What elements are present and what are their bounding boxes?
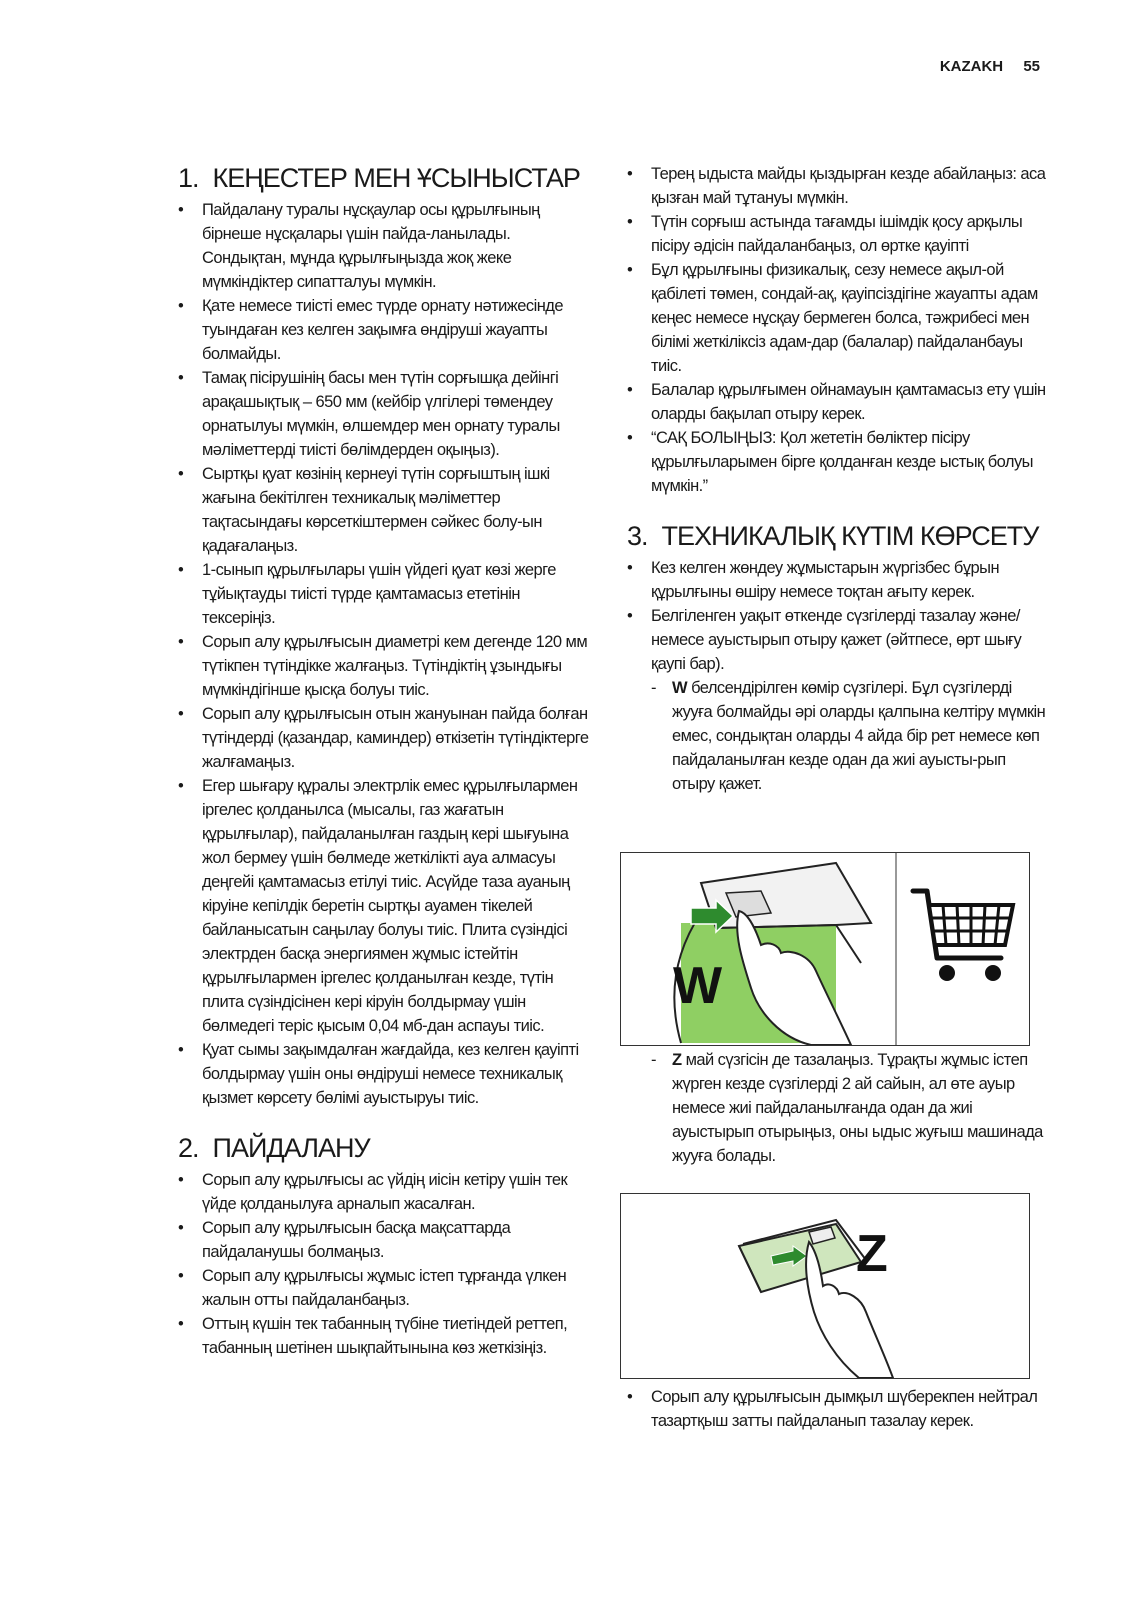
- section3-heading: [627, 520, 1052, 552]
- grease-filter-figure: [620, 1193, 1030, 1379]
- page-number: 55: [1023, 58, 1040, 75]
- list-item: • Сорып алу құрылғысы ас үйдің иісін кетіру үшін тек үйде қолданылуға арналып жасалған.: [178, 1168, 593, 1216]
- charcoal-filter-text: белсендірілген көмір сүзгілері. Бұл сүзгілерді жууға болмайды әрі оларды қалпына келтіру мүмкін емес, сондықтан оларды 4 айда бір рет немесе көп пайдаланылған кезде одан да жиі ауысты-рып отыру қажет.: [672, 679, 1046, 793]
- figure-label-z: Z: [856, 1225, 888, 1283]
- grease-filter-note-block: [627, 1048, 1052, 1168]
- section2-heading: [178, 1132, 593, 1164]
- grease-filter-illustration: [621, 1194, 1029, 1378]
- list-item: • Қуат сымы зақымдалған жағдайда, кез келген қауіпті болдырмау үшін оны өндіруші немесе техникалық қызмет көрсету бөлімі ауыстыруы тиіс.: [178, 1038, 593, 1110]
- charcoal-filter-figure: [620, 852, 1030, 1046]
- list-item: • Сорып алу құрылғысын басқа мақсаттарда пайдаланушы болмаңыз.: [178, 1216, 593, 1264]
- list-item: • Сорып алу құрылғысын дымқыл шүберекпен нейтрал тазартқыш затты пайдаланып тазалау керек.: [627, 1385, 1052, 1433]
- cleaning-note-block: [627, 1385, 1052, 1433]
- list-item: • Бұл құрылғыны физикалық, сезу немесе ақыл-ой қабілеті төмен, сондай-ақ, қауіпсіздігіне жауапты адам кеңес немесе нұсқау бермеген болса, тәжрибесі мен білімі жеткіліксіз адам-дар (балалар) пайдаланбауы тиіс.: [627, 258, 1052, 378]
- section3-list: [627, 556, 1052, 676]
- right-column: [627, 162, 1052, 796]
- shopping-cart-icon: [913, 891, 1013, 981]
- list-item: • Сорып алу құрылғысы жұмыс істеп тұрғанда үлкен жалын отты пайдаланбаңыз.: [178, 1264, 593, 1312]
- section1-title: КЕҢЕСТЕР МЕН ҰСЫНЫСТАР: [212, 163, 580, 193]
- list-item: • Егер шығару құралы электрлік емес құрылғылармен іргелес қолданылса (мысалы, газ жағатын құрылғылар), пайдаланылған газдың кері шығуына жол бермеу үшін бөлмеде жеткілікті ауа алмасуы деңгейі қамтамасыз етілуі тиіс. Асүйде таза ауаның кіруіне кепілдік беретін сыртқы ауамен тікелей байланысатын саңылау болуы тиіс. Плита сүзіндісі электрден басқа энергиямен жұмыс істейтін құрылғылармен іргелес қолданылған кезде, түтін плита сүзіндісінен кері кіруін болдырмау үшін бөлмедегі теріс қысым 0,04 мб-дан аспауы тиіс.: [178, 774, 593, 1038]
- section1-list: [178, 198, 593, 1110]
- section2-title: ПАЙДАЛАНУ: [212, 1133, 370, 1163]
- list-item: • Сыртқы қуат көзінің кернеуі түтін сорғыштың ішкі жағына бекітілген техникалық мәліметтер тақтасындағы көрсеткіштермен сәйкес болу-ын қадағалаңыз.: [178, 462, 593, 558]
- section2-list: [178, 1168, 593, 1360]
- charcoal-filter-note: [627, 676, 1052, 796]
- section3-title: ТЕХНИКАЛЫҚ КҮТІМ КӨРСЕТУ: [661, 521, 1039, 551]
- list-item: • Оттың күшін тек табанның түбіне тиетіндей реттеп, табанның шетінен шықпайтынына көз жеткізіңіз.: [178, 1312, 593, 1360]
- header-language: KAZAKH: [939, 58, 1004, 75]
- list-item: • Белгіленген уақыт өткенде сүзгілерді тазалау және/немесе ауыстырып отыру қажет (әйтпесе, өрт шығу қаупі бар).: [627, 604, 1052, 676]
- list-item: • Қате немесе тиісті емес түрде орнату нәтижесінде туындаған кез келген зақымға өндіруші жауапты болмайды.: [178, 294, 593, 366]
- list-item: • Сорып алу құрылғысын диаметрі кем дегенде 120 мм түтікпен түтіндікке жалғаңыз. Түтіндіктің ұзындығы мүмкіндігінше қысқа болуы тиіс.: [178, 630, 593, 702]
- section1-heading: [178, 162, 593, 194]
- list-item: • 1-сынып құрылғылары үшін үйдегі қуат көзі жерге тұйықтауды тиісті түрде қамтамасыз ететінін тексеріңіз.: [178, 558, 593, 630]
- list-item: • Тамақ пісірушінің басы мен түтін сорғышқа дейінгі арақашықтық – 650 мм (кейбір үлгілері төмендеу орнатылуы мүмкін, өлшемдер мен орнату туралы мәліметтерді тиісті бөлімдерден оқыңыз).: [178, 366, 593, 462]
- list-item: • Пайдалану туралы нұсқаулар осы құрылғының бірнеше нұсқалары үшін пайда-ланылады. Сондықтан, мұнда құрылғыңызда жоқ жеке мүмкіндіктер сипатталуы мүмкін.: [178, 198, 593, 294]
- cleaning-list: [627, 1385, 1052, 1433]
- filter-letter-w: W: [672, 679, 688, 697]
- grease-filter-note: [627, 1048, 1052, 1168]
- list-item: • “САҚ БОЛЫҢЫЗ: Қол жететін бөліктер пісіру құрылғыларымен бірге қолданған кезде ыстық болуы мүмкін.”: [627, 426, 1052, 498]
- dash-mark: -: [651, 1051, 656, 1069]
- list-item: • Сорып алу құрылғысын отын жануынан пайда болған түтіндерді (қазандар, каминдер) өткізетін түтіндіктерге жалғамаңыз.: [178, 702, 593, 774]
- section1-number: 1.: [178, 163, 199, 193]
- figure-label-w: W: [673, 957, 722, 1015]
- filter-letter-z: Z: [672, 1051, 682, 1069]
- list-item: • Терең ыдыста майды қыздырған кезде абайлаңыз: аса қызған май тұтануы мүмкін.: [627, 162, 1052, 210]
- charcoal-filter-illustration: [621, 853, 1029, 1045]
- list-item: • Балалар құрылғымен ойнамауын қамтамасыз ету үшін оларды бақылап отыру керек.: [627, 378, 1052, 426]
- page-header: [940, 58, 1040, 75]
- left-column: [178, 162, 593, 1360]
- section3-number: 3.: [627, 521, 648, 551]
- list-item: • Түтін сорғыш астында тағамды ішімдік қосу арқылы пісіру әдісін пайдаланбаңыз, ол өртке қауіпті: [627, 210, 1052, 258]
- dash-mark: -: [651, 679, 656, 697]
- list-item: • Кез келген жөндеу жұмыстарын жүргізбес бұрын құрылғыны өшіру немесе тоқтан ағыту керек.: [627, 556, 1052, 604]
- safety-list: [627, 162, 1052, 498]
- grease-filter-text: май сүзгісін де тазалаңыз. Тұрақты жұмыс істеп жүрген кезде сүзгілерді 2 ай сайын, ал өте ауыр немесе жиі пайдаланылғанда одан да жиі ауыстырып отырыңыз, оны ыдыс жуғыш машинада жууға болады.: [672, 1051, 1043, 1165]
- section2-number: 2.: [178, 1133, 199, 1163]
